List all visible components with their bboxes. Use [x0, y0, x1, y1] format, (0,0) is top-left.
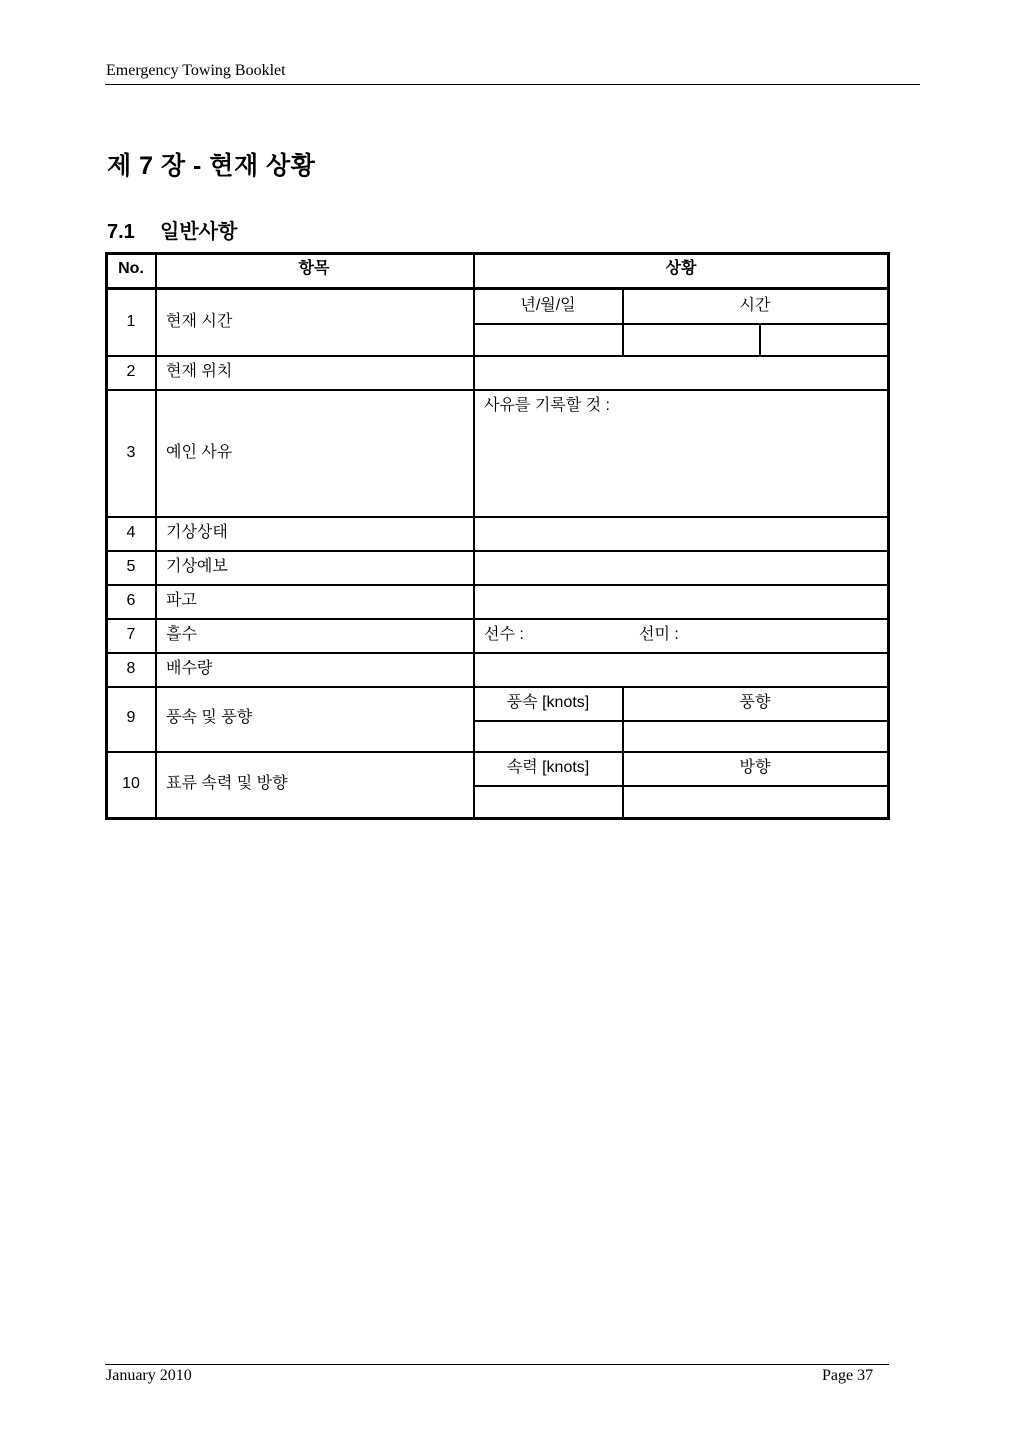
- page-number: Page 37: [822, 1367, 874, 1384]
- bow-draft-label: 선수 :: [484, 626, 524, 643]
- row-item: 현재 위치: [166, 363, 233, 380]
- drift-direction-label: 방향: [739, 759, 771, 776]
- row-item: 기상상태: [166, 524, 228, 541]
- col-header-status: 상황: [665, 260, 697, 277]
- subcell-divider: [474, 323, 888, 325]
- row-item: 파고: [166, 592, 197, 609]
- section-number: 7.1: [107, 221, 135, 243]
- row-no: 3: [126, 444, 136, 461]
- row-divider: [107, 355, 888, 357]
- row-divider: [107, 618, 888, 620]
- row-no: 2: [126, 363, 136, 380]
- row-divider: [107, 686, 888, 688]
- chapter-title: 제 7 장 - 현재 상황: [107, 152, 316, 180]
- row-divider: [107, 751, 888, 753]
- row-item: 배수량: [166, 660, 213, 677]
- row-item: 표류 속력 및 방향: [166, 775, 288, 792]
- section-title-text: 일반사항: [160, 221, 238, 243]
- wind-direction-label: 풍향: [739, 694, 771, 711]
- subcell-divider: [622, 290, 624, 355]
- running-header: Emergency Towing Booklet: [106, 62, 286, 79]
- header-rule: [105, 84, 920, 85]
- col-header-no: No.: [118, 260, 144, 277]
- row-item: 예인 사유: [166, 444, 233, 461]
- table-header-rule: [107, 287, 888, 290]
- col-header-item: 항목: [298, 260, 330, 277]
- row-item: 기상예보: [166, 558, 228, 575]
- footer-date: January 2010: [106, 1367, 192, 1384]
- row-no: 1: [126, 313, 136, 330]
- subcell-divider: [474, 720, 888, 722]
- subcell-divider: [759, 324, 761, 355]
- wind-speed-label: 풍속 [knots]: [506, 694, 590, 711]
- drift-speed-label: 속력 [knots]: [506, 759, 590, 776]
- table-col-divider: [473, 254, 475, 818]
- reason-note: 사유를 기록할 것 :: [484, 397, 610, 414]
- row-no: 8: [126, 660, 136, 677]
- row-divider: [107, 584, 888, 586]
- row-divider: [107, 550, 888, 552]
- row-no: 4: [126, 524, 136, 541]
- time-label: 시간: [739, 297, 771, 314]
- table-col-divider: [155, 254, 157, 818]
- row-no: 9: [126, 709, 136, 726]
- row-no: 7: [126, 626, 136, 643]
- row-no: 10: [122, 775, 140, 792]
- row-item: 현재 시간: [166, 313, 233, 330]
- row-item: 풍속 및 풍향: [166, 709, 253, 726]
- stern-draft-label: 선미 :: [639, 626, 679, 643]
- section-title: [107, 215, 237, 244]
- subcell-divider: [474, 785, 888, 787]
- subcell-divider: [622, 752, 624, 818]
- row-divider: [107, 389, 888, 391]
- row-divider: [107, 516, 888, 518]
- subcell-divider: [622, 687, 624, 751]
- footer-rule: [105, 1364, 889, 1365]
- date-label: 년/월/일: [520, 297, 576, 314]
- row-divider: [107, 652, 888, 654]
- row-no: 6: [126, 592, 136, 609]
- row-item: 흘수: [166, 626, 197, 643]
- row-no: 5: [126, 558, 136, 575]
